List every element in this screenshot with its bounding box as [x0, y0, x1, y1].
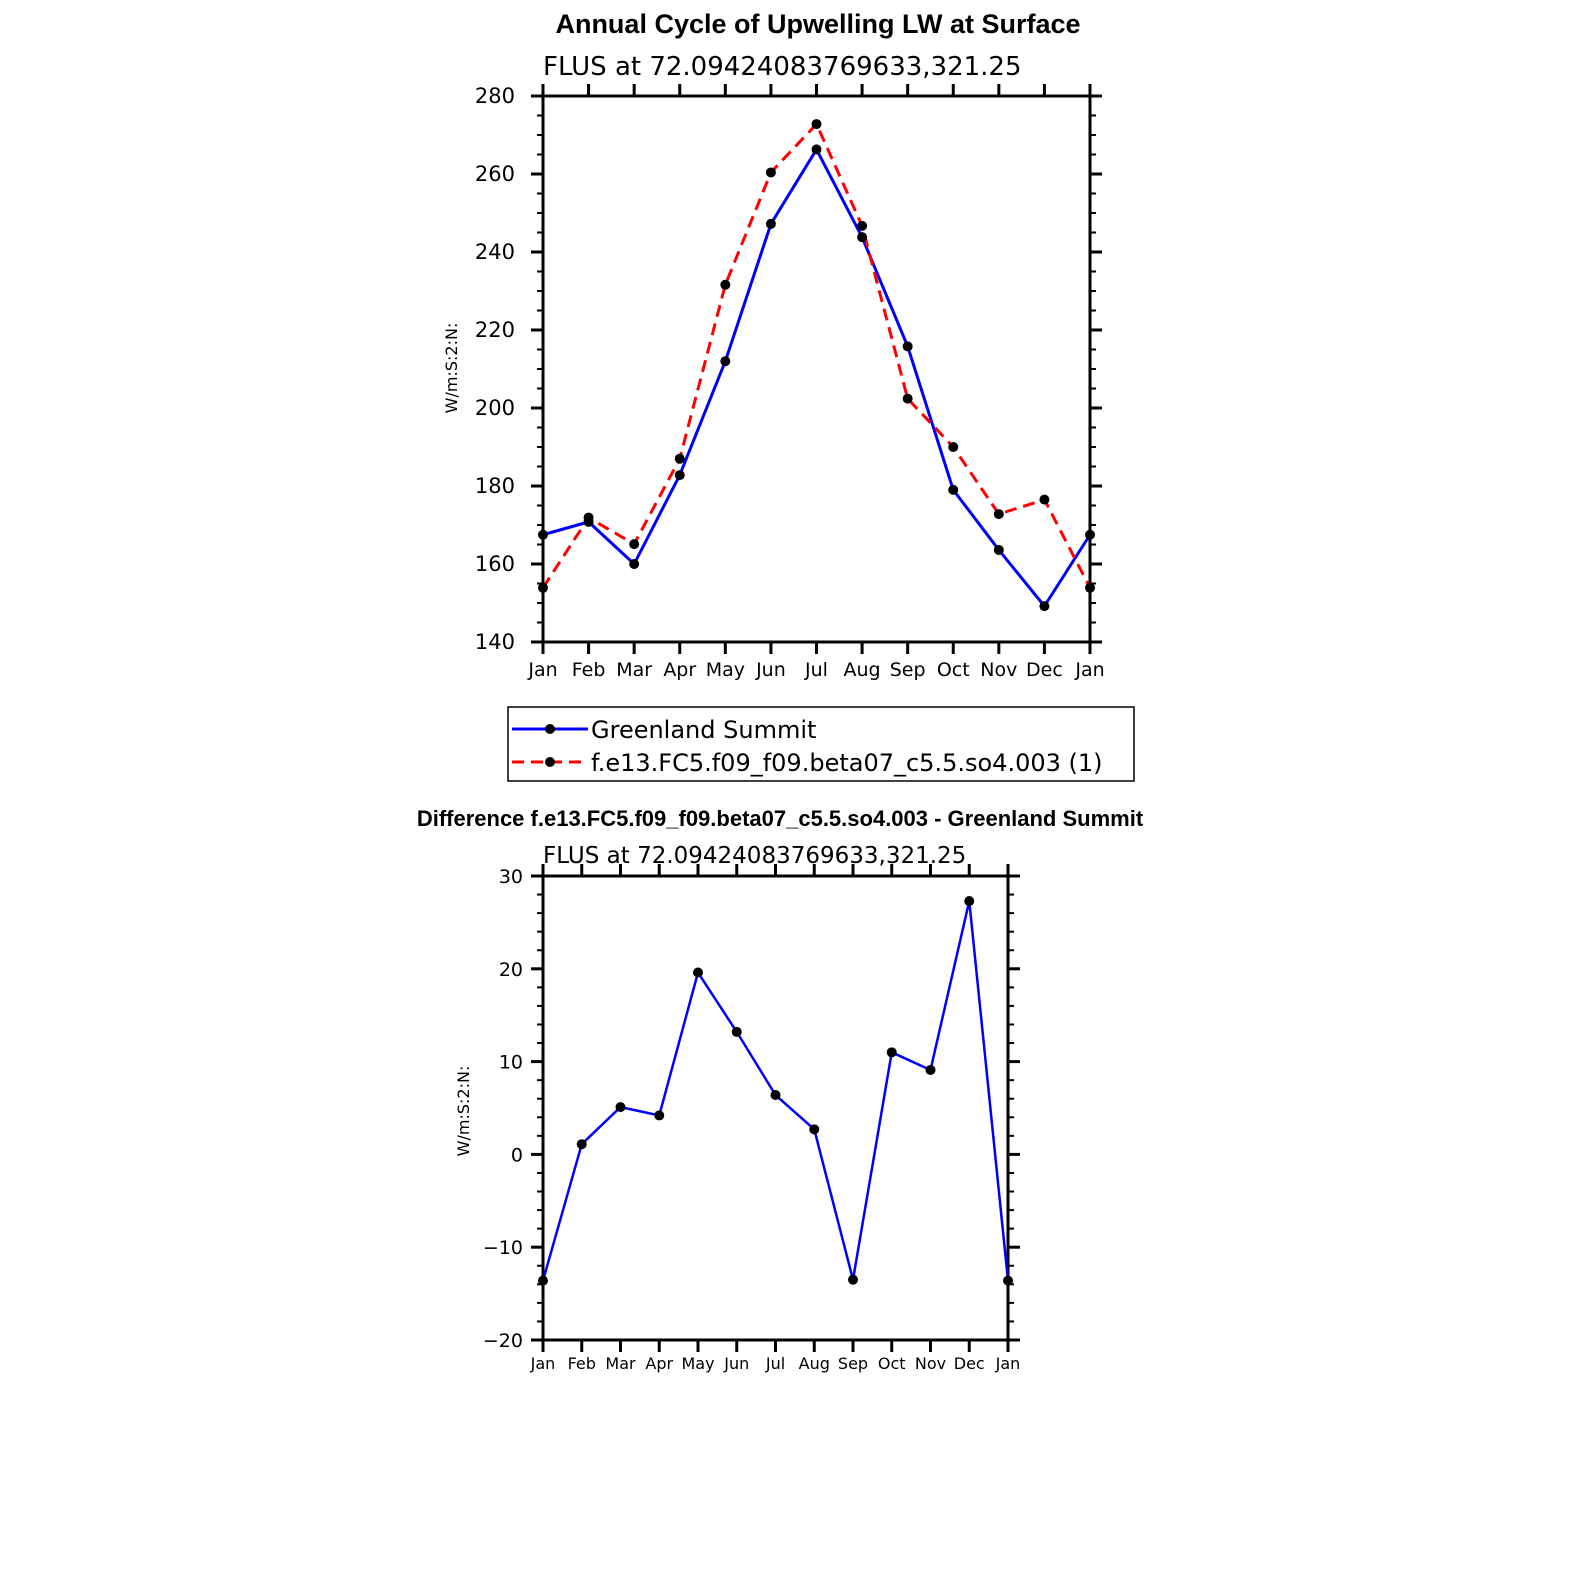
chart2-xtick-label: Dec	[953, 1354, 985, 1373]
chart1-series-2-point	[720, 280, 730, 290]
chart1-xtick-label: Mar	[616, 659, 653, 681]
chart1-xtick-label: Jan	[1075, 659, 1105, 681]
chart1-title: Annual Cycle of Upwelling LW at Surface	[555, 9, 1081, 39]
chart2-xtick-label: Mar	[605, 1354, 636, 1373]
chart1-xtick-label: Jan	[528, 659, 558, 681]
legend-label-greenland-summit: Greenland Summit	[591, 716, 817, 744]
chart1-xtick-label: Oct	[936, 659, 970, 681]
chart2-xtick-label: Feb	[567, 1354, 596, 1373]
chart1-plot-area	[538, 119, 1095, 611]
chart1-series-1-point	[994, 545, 1004, 555]
chart1-series-2-point	[1039, 495, 1049, 505]
chart2-xtick-label: Jun	[724, 1354, 750, 1373]
chart2-y-axis-label: W/m:S:2:N:	[454, 1065, 473, 1157]
chart2-series-1-point	[1003, 1276, 1013, 1286]
chart2-series-1-point	[654, 1110, 664, 1120]
chart2-series-1-point	[771, 1090, 781, 1100]
chart1-series-1-point	[948, 485, 958, 495]
chart1-ytick-label: 160	[474, 552, 515, 576]
chart1-xtick-label: Aug	[843, 659, 881, 681]
chart1-xtick-label: May	[705, 659, 745, 681]
chart2-ytick-label: 20	[498, 958, 523, 981]
chart1-axes	[475, 84, 1105, 681]
chart1-ytick-label: 260	[474, 162, 515, 186]
chart2-xtick-label: Nov	[914, 1354, 947, 1373]
chart2-series-1-point	[538, 1276, 548, 1286]
chart2-series-1-point	[732, 1027, 742, 1037]
chart1-xtick-label: Jun	[756, 659, 786, 681]
chart2-series-1-point	[809, 1124, 819, 1134]
chart1-series-1-point	[720, 356, 730, 366]
chart1-series-1-point	[766, 219, 776, 229]
chart1-ytick-label: 240	[474, 240, 515, 264]
chart2-xtick-label: Jul	[765, 1354, 786, 1373]
chart2-xtick-label: Apr	[645, 1354, 674, 1373]
chart1-series-2-point	[584, 513, 594, 523]
chart2-ytick-label: 30	[498, 866, 523, 888]
legend-marker-greenland-summit	[545, 724, 555, 734]
chart2-xtick-label: Sep	[837, 1354, 869, 1373]
chart2-xtick-label: Jan	[995, 1354, 1021, 1373]
chart1-ytick-label: 180	[474, 474, 515, 498]
chart1-subtitle: FLUS at 72.09424083769633,321.25	[543, 52, 1022, 82]
chart1-ytick-label: 280	[474, 84, 515, 108]
chart2-ytick-label: −20	[482, 1330, 523, 1352]
chart2-series-1-point	[964, 896, 974, 906]
chart1-ytick-label: 200	[474, 396, 515, 420]
chart1-xtick-label: Nov	[980, 659, 1018, 681]
chart1-series-1-point	[1085, 530, 1095, 540]
chart1-series-1-point	[629, 559, 639, 569]
chart2-series-1-point	[577, 1139, 587, 1149]
chart1-xtick-label: Dec	[1026, 659, 1063, 681]
chart1-series-2-point	[903, 394, 913, 404]
chart1-series-1-point	[812, 144, 822, 154]
chart1-series-1-point	[857, 232, 867, 242]
chart2-series-1-point	[693, 968, 703, 978]
chart1-xtick-label: Jul	[805, 659, 828, 681]
chart2-xtick-label: May	[681, 1354, 715, 1373]
chart1-series-2-point	[857, 221, 867, 231]
chart1-series-2-point	[766, 167, 776, 177]
chart2-xtick-label: Oct	[877, 1354, 906, 1373]
chart1-ytick-label: 220	[474, 318, 515, 342]
chart2-series-1-point	[887, 1047, 897, 1057]
chart2-ytick-label: 0	[510, 1144, 523, 1167]
chart2-axes	[483, 864, 1020, 1373]
chart1-series-2-point	[675, 454, 685, 464]
chart1-y-axis-label: W/m:S:2:N:	[442, 322, 461, 414]
chart1-ytick-label: 140	[474, 630, 515, 654]
chart1-xtick-label: Apr	[663, 659, 697, 681]
chart2-subtitle: FLUS at 72.09424083769633,321.25	[543, 843, 967, 869]
chart1-series-2-point	[948, 442, 958, 452]
chart2-plot-area	[538, 896, 1013, 1286]
chart1-series-1-point	[675, 470, 685, 480]
chart2-xtick-label: Aug	[798, 1354, 830, 1373]
chart2-series-1-point	[926, 1065, 936, 1075]
chart1-series-1-point	[538, 530, 548, 540]
chart2-ytick-label: 10	[498, 1051, 523, 1074]
chart2-xtick-label: Jan	[530, 1354, 556, 1373]
chart2-title: Difference f.e13.FC5.f09_f09.beta07_c5.5.so4.003 - Greenland Summit	[416, 806, 1144, 831]
chart1-series-1-point	[903, 341, 913, 351]
chart2-series-1-point	[616, 1102, 626, 1112]
chart1-xtick-label: Sep	[889, 659, 926, 681]
chart1-series-1-point	[1039, 601, 1049, 611]
chart1-series-2-point	[538, 583, 548, 593]
chart2-frame	[543, 876, 1008, 1340]
chart2-series-1-point	[848, 1275, 858, 1285]
chart1-xtick-label: Feb	[571, 659, 606, 681]
chart2-ytick-label: −10	[482, 1237, 523, 1260]
legend-label-model: f.e13.FC5.f09_f09.beta07_c5.5.so4.003 (1)	[591, 749, 1103, 777]
chart1-series-2-point	[1085, 583, 1095, 593]
chart1-series-2-point	[994, 509, 1004, 519]
chart1-series-2-point	[629, 539, 639, 549]
chart1-legend	[508, 707, 1134, 781]
legend-marker-model	[545, 757, 555, 767]
chart1-series-2-point	[812, 119, 822, 129]
chart1-series-line-2	[543, 124, 1090, 588]
